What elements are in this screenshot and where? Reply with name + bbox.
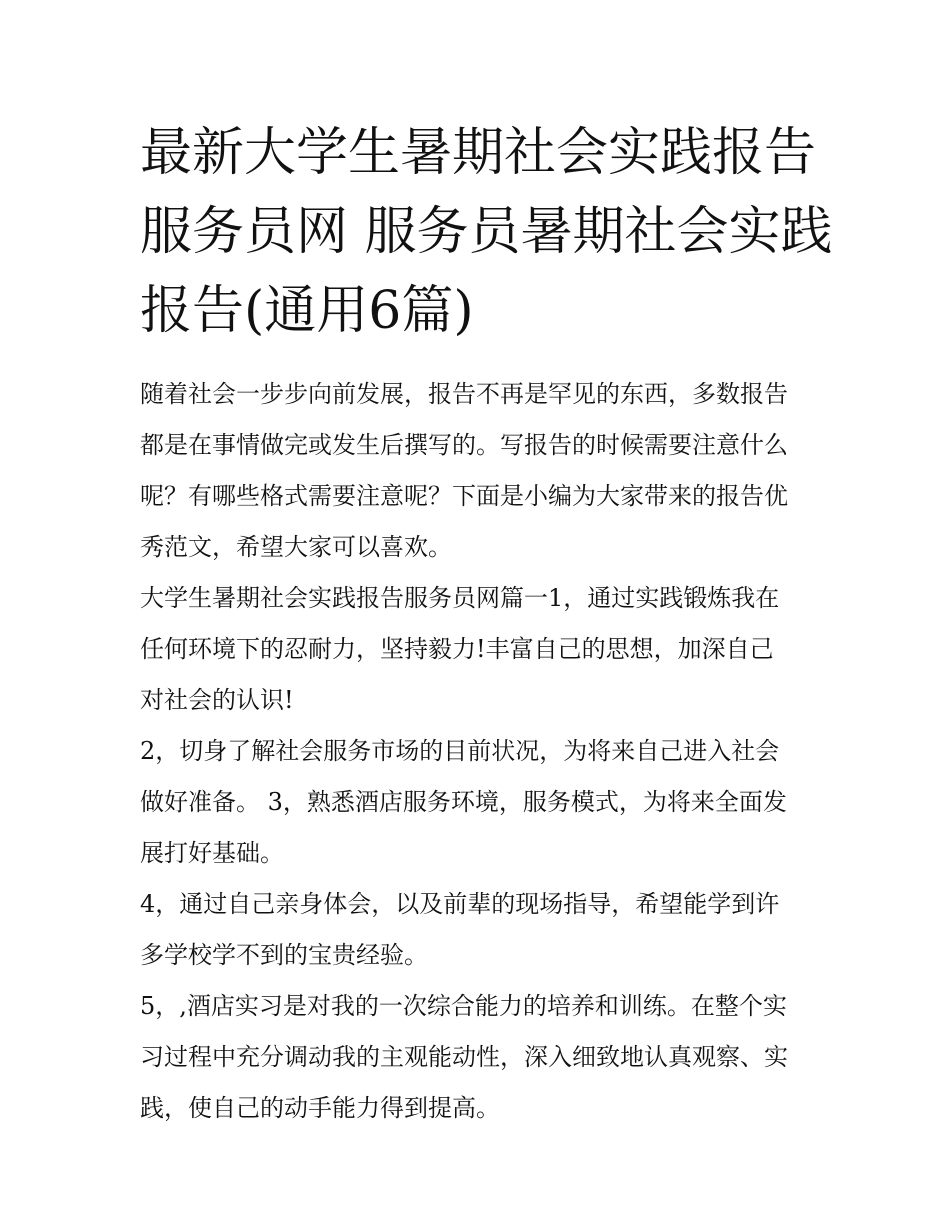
intro-paragraph	[140, 369, 820, 573]
paragraph-line: 任何环境下的忍耐力，坚持毅力!丰富自己的思想，加深自己	[140, 635, 774, 663]
paragraph-line: 展打好基础。	[140, 839, 284, 867]
paragraph-line: 大学生暑期社会实践报告服务员网篇一1，通过实践锻炼我在	[140, 584, 780, 612]
document-content	[140, 114, 833, 1134]
objective-paragraph-5	[140, 981, 820, 1134]
paragraph-line: 都是在事情做完或发生后撰写的。写报告的时候需要注意什么	[140, 431, 788, 459]
paragraph-line: 随着社会一步步向前发展，报告不再是罕见的东西，多数报告	[140, 380, 788, 408]
title-line: 报告(通用6篇)	[140, 281, 474, 341]
title-line: 最新大学生暑期社会实践报告	[140, 123, 817, 183]
title-line: 服务员网 服务员暑期社会实践	[140, 202, 833, 262]
paragraph-line: 4，通过自己亲身体会，以及前辈的现场指导，希望能学到许	[140, 890, 780, 918]
paragraph-line: 对社会的认识!	[140, 686, 294, 714]
paragraph-line: 多学校学不到的宝贵经验。	[140, 941, 428, 969]
paragraph-line: 习过程中充分调动我的主观能动性，深入细致地认真观察、实	[140, 1043, 788, 1071]
document-body	[140, 369, 820, 1134]
paragraph-line: 2，切身了解社会服务市场的目前状况，为将来自己进入社会	[140, 737, 780, 765]
paragraph-line: 5，,酒店实习是对我的一次综合能力的培养和训练。在整个实	[140, 992, 787, 1020]
objective-paragraph-1	[140, 573, 820, 726]
paragraph-line: 呢？有哪些格式需要注意呢？下面是小编为大家带来的报告优	[140, 482, 788, 510]
paragraph-line: 践，使自己的动手能力得到提高。	[140, 1094, 500, 1122]
objective-paragraph-4	[140, 879, 820, 981]
objective-paragraph-2-3	[140, 726, 820, 879]
document-title	[140, 114, 833, 351]
paragraph-line: 秀范文，希望大家可以喜欢。	[140, 533, 452, 561]
paragraph-line: 做好准备。 3，熟悉酒店服务环境，服务模式，为将来全面发	[140, 788, 787, 816]
